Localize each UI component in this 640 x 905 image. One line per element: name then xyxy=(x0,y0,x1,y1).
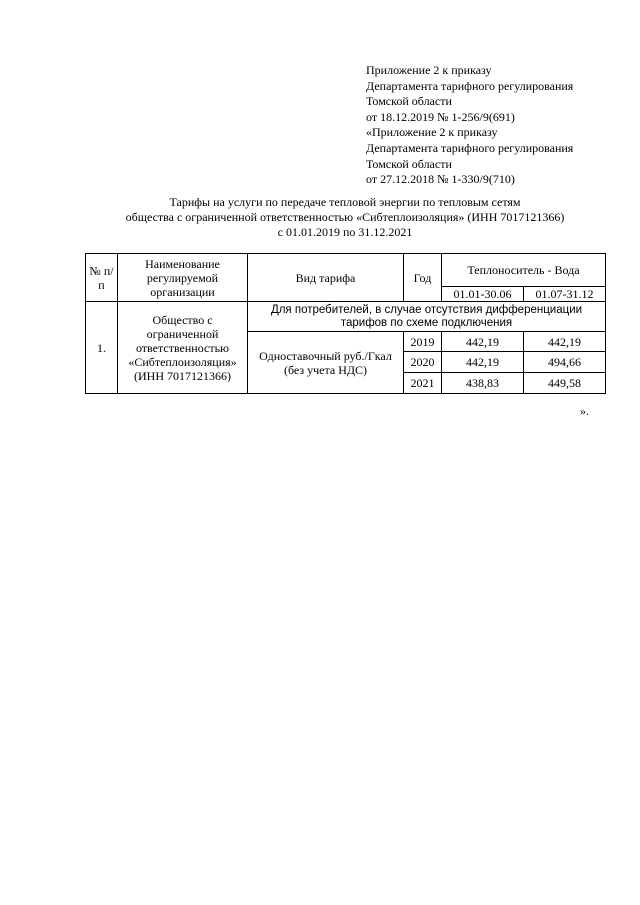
header-period-2: 01.07-31.12 xyxy=(524,287,606,302)
header-num: № п/п xyxy=(86,254,118,302)
annex-line: от 27.12.2018 № 1-330/9(710) xyxy=(366,172,515,187)
cell-value: 442,19 xyxy=(442,352,524,373)
annex-line: Департамента тарифного регулирования xyxy=(366,78,574,93)
row-note: Для потребителей, в случае отсутствия дифференциации тарифов по схеме подключения xyxy=(248,302,606,332)
cell-year: 2021 xyxy=(404,373,442,394)
annex-line: Томской области xyxy=(366,156,452,171)
annex-line: «Приложение 2 к приказу xyxy=(366,125,498,140)
title-line: общества с ограниченной ответственностью «Сибтеплоизоляция» (ИНН 7017121366) xyxy=(125,210,565,224)
annex-line: Томской области xyxy=(366,94,452,109)
cell-year: 2019 xyxy=(404,332,442,352)
document-title xyxy=(80,195,610,240)
cell-year: 2020 xyxy=(404,352,442,373)
header-carrier: Теплоноситель - Вода xyxy=(442,254,606,287)
header-year: Год xyxy=(404,254,442,302)
cell-value: 442,19 xyxy=(524,332,606,352)
header-period-1: 01.01-30.06 xyxy=(442,287,524,302)
row-num: 1. xyxy=(86,302,118,394)
cell-value: 442,19 xyxy=(442,332,524,352)
annex-line: от 18.12.2019 № 1-256/9(691) xyxy=(366,109,515,124)
header-org: Наименование регулируемой организации xyxy=(118,254,248,302)
annex-line: Приложение 2 к приказу xyxy=(366,63,492,77)
annex-line: Департамента тарифного регулирования xyxy=(366,140,574,155)
title-line: с 01.01.2019 по 31.12.2021 xyxy=(277,225,413,239)
title-line: Тарифы на услуги по передаче тепловой энергии по тепловым сетям xyxy=(169,195,521,209)
header-tariff-type: Вид тарифа xyxy=(248,254,404,302)
cell-value: 494,66 xyxy=(524,352,606,373)
row-tariff: Одноставочный руб./Гкал (без учета НДС) xyxy=(248,332,404,394)
annex-header xyxy=(366,63,634,188)
row-org: Общество с ограниченной ответственностью «Сибтеплоизоляция» (ИНН 7017121366) xyxy=(118,302,248,394)
closing-quote: ». xyxy=(580,404,589,418)
cell-value: 449,58 xyxy=(524,373,606,394)
cell-value: 438,83 xyxy=(442,373,524,394)
tariff-table xyxy=(85,253,606,394)
